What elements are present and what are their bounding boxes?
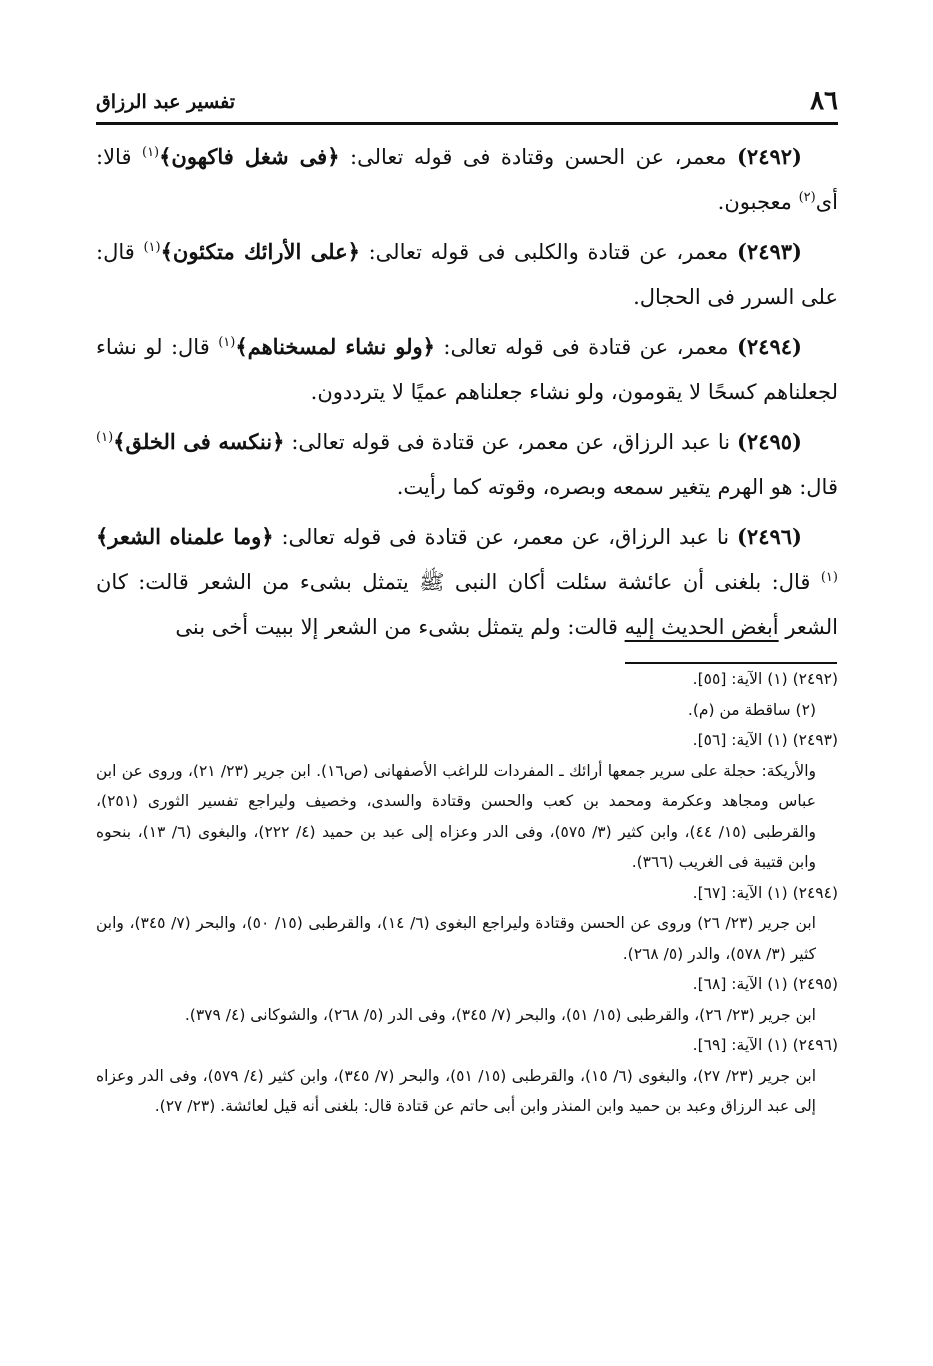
entry-2495 [96,419,838,510]
entry-text: قالت: ولم يتمثل بشىء من الشعر إلا ببيت أخى بنى [175,615,618,639]
entry-text: قال: هو الهرم يتغير سمعه وبصره، وقوته كما رأيت. [396,475,838,499]
quran-verse: ﴿وما علمناه الشعر﴾ [96,524,274,549]
entry-text: قالا: أى [96,145,838,214]
entry-text: معجبون. [717,190,792,214]
footnote-body: والأريكة: حجلة على سرير جمعها أرائك ـ المفردات للراغب الأصفهانى (ص١٦). ابن جرير (٢٣/ ٢١)، وروى عن ابن عباس ومجاهد وعكرمة ومحمد بن كعب والحسن وقتادة والسدى، وخصيف وليراجع تفسير الثورى (٢٥١)، والقرطبى (١٥/ ٤٤)، وابن كثير (٣/ ٥٧٥)، وفى الدر وعزاه إلى عبد بن حميد (٤/ ٢٢٢)، والبغوى (٦/ ١٣)، بنحوه وابن قتيبة فى الغريب (٣٦٦). [96,761,817,871]
footnote-body: ابن جرير (٢٣/ ٢٦) وروى عن الحسن وقتادة وليراجع البغوى (٦/ ١٤)، والقرطبى (١٥/ ٥٠)، والبحر (٧/ ٣٤٥)، وابن كثير (٣/ ٥٧٨)، والدر (٥/ ٢٦٨). [96,914,816,963]
footnote-heading: (٢٤٩٣) (١) الآية: [٥٦]. [692,731,838,749]
footnote-heading: (٢٤٩٥) (١) الآية: [٦٨]. [692,975,838,993]
footnote-body: ابن جرير (٢٣/ ٢٧)، والبغوى (٦/ ١٥)، والقرطبى (١٥/ ٥١)، والبحر (٧/ ٣٤٥)، وابن كثير (٤/ ٥٧٩)، وفى الدر وعزاه إلى عبد الرزاق وعبد بن حميد وابن المنذر وابن أبى حاتم عن قتادة قال: بلغنى أنه قيل لعائشة. (٢٣/ ٢٧). [96,1066,817,1115]
entry-2496 [96,514,838,650]
entry-number: (٢٤٩٢) [736,144,802,169]
underlined-phrase: أبغض الحديث إليه [624,615,779,639]
footnote-heading: (٢٤٩٢) (١) الآية: [٥٥]. [692,670,838,688]
footnote-body: ابن جرير (٢٣/ ٢٦)، والقرطبى (١٥/ ٥١)، والبحر (٧/ ٣٤٥)، وفى الدر (٥/ ٢٦٨)، والشوكانى (٤/ ٣٧٩). [184,1005,816,1024]
entry-2494 [96,324,838,415]
quran-verse: ﴿على الأرائك متكئون﴾ [160,239,360,264]
entry-text: قال: لو نشاء لجعلناهم كسحًا لا يقومون، ولو نشاء جعلناهم عميًا لا يترددون. [96,335,838,404]
entry-2492 [96,134,838,225]
footnotes [96,664,838,1122]
entry-number: (٢٤٩٤) [736,334,802,359]
footnote-ref: (٢) [798,190,816,205]
quran-verse: ﴿ننكسه فى الخلق﴾ [113,429,285,454]
quran-verse: ﴿ولو نشاء لمسخناهم﴾ [235,334,435,359]
entry-number: (٢٤٩٦) [736,524,802,549]
footnote-subnote: (٢) ساقطة من (م). [687,700,816,719]
footnote-ref: (١) [143,240,161,255]
header-rule [96,122,838,125]
entry-text: معمر، عن الحسن وقتادة فى قوله تعالى: [350,145,727,169]
entry-number: (٢٤٩٣) [736,239,802,264]
page-number: ٨٦ [810,86,838,116]
running-title: تفسير عبد الرزاق [96,91,236,113]
main-text [96,134,838,654]
entry-text: نا عبد الرزاق، عن معمر، عن قتادة فى قوله تعالى: [281,525,730,549]
footnote-heading: (٢٤٩٦) (١) الآية: [٦٩]. [692,1036,838,1054]
footnote-ref: (١) [820,570,838,585]
entry-text: معمر، عن قتادة فى قوله تعالى: [443,335,729,359]
footnote-heading: (٢٤٩٤) (١) الآية: [٦٧]. [692,883,838,902]
quran-verse: ﴿فى شغل فاكهون﴾ [159,144,340,169]
page-header [96,86,838,120]
entry-text: قال: بلغنى أن عائشة سئلت أكان النبى ﷺ يتمثل بشىء من الشعر قالت: كان الشعر [96,570,838,639]
footnote-ref: (١) [218,335,236,350]
footnote-ref: (١) [141,145,160,160]
entry-2493 [96,229,838,320]
entry-text: نا عبد الرزاق، عن معمر، عن قتادة فى قوله تعالى: [291,430,731,454]
entry-text: معمر، عن قتادة والكلبى فى قوله تعالى: [368,240,729,264]
entry-text: قال: على السرر فى الحجال. [96,240,838,309]
footnote-ref: (١) [96,430,114,445]
entry-number: (٢٤٩٥) [736,429,802,454]
